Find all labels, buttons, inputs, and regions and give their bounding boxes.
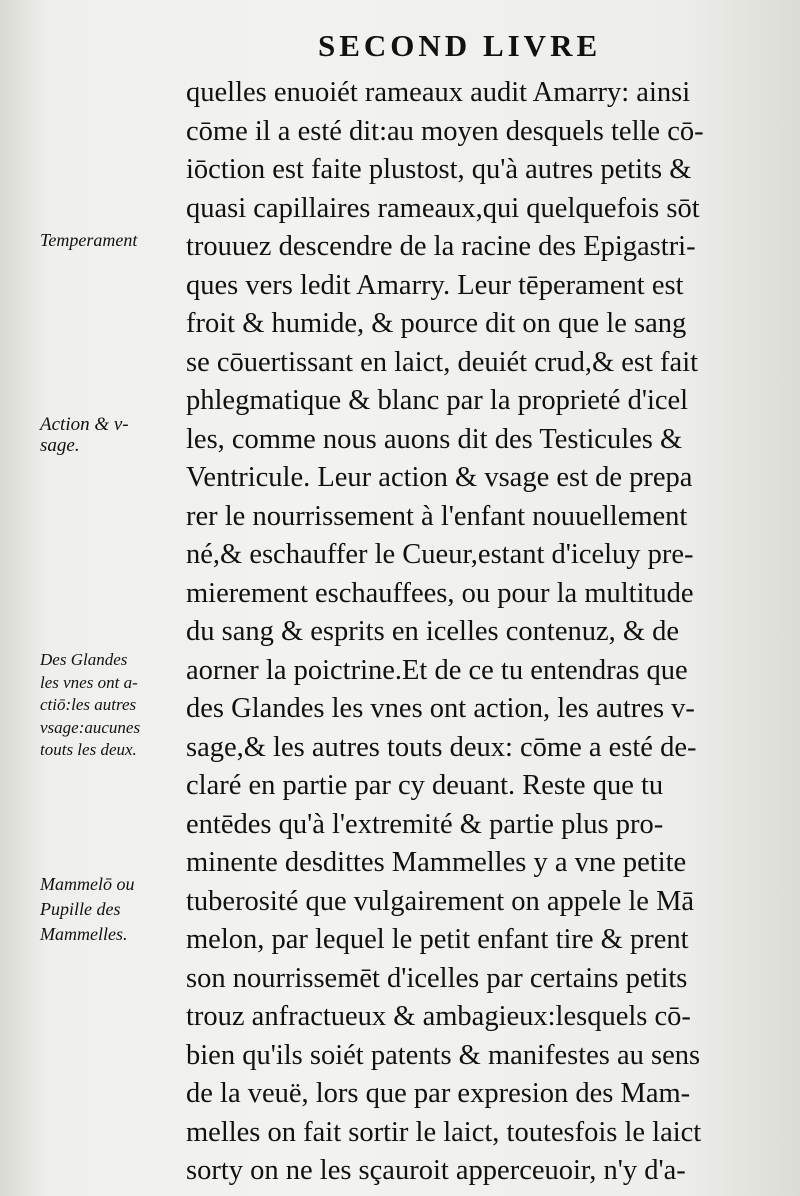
- text-line: mierement eschauffees, ou pour la multitude: [186, 577, 694, 609]
- text-line: des Glandes les vnes ont action, les autres v-: [186, 693, 695, 724]
- margin-note-line: Mammelles.: [40, 924, 128, 944]
- margin-note-line: Pupille des: [40, 899, 121, 919]
- text-line: cōme il a esté dit:au moyen desquels telle cō-: [186, 115, 704, 147]
- text-line: sage,& les autres touts deux: cōme a esté de-: [186, 731, 697, 763]
- text-line: melon, par lequel le petit enfant tire & prent: [186, 924, 689, 955]
- margin-note-line: les vnes ont a-: [40, 672, 138, 692]
- text-line: Ventricule. Leur action & vsage est de prepa: [186, 462, 693, 493]
- text-line: de la veuë, lors que par expresion des Mam-: [186, 1078, 691, 1109]
- text-line: entēdes qu'à l'extremité & partie plus pro-: [186, 808, 664, 840]
- text-line: les, comme nous auons dit des Testicules &: [186, 423, 683, 455]
- text-line: son nourrissemēt d'icelles par certains petits: [186, 962, 688, 994]
- margin-note-line: touts les deux.: [40, 740, 137, 759]
- text-line: rer le nourrissement à l'enfant nouuellement: [186, 500, 688, 532]
- text-line: claré en partie par cy deuant. Reste que tu: [186, 770, 664, 801]
- margin-note-action: [40, 414, 190, 456]
- text-line: sorty on ne les sçauroit apperceuoir, n'y d'a-: [186, 1155, 686, 1186]
- text-line: trouuez descendre de la racine des Epigastri-: [186, 231, 696, 262]
- margin-note-line: ctiō:les autres: [40, 695, 137, 714]
- text-line: bien qu'ils soiét patents & manifestes au sens: [186, 1039, 701, 1071]
- margin-note-line: Temperament: [40, 230, 138, 250]
- text-line: tuberosité que vulgairement on appele le Mā: [186, 885, 695, 917]
- text-line: quasi capillaires rameaux,qui quelquefois sōt: [186, 192, 700, 224]
- margin-note-line: Mammelō ou: [40, 874, 135, 894]
- text-line: minente desdittes Mammelles y a vne petite: [186, 847, 687, 878]
- text-line: né,& eschauffer le Cueur,estant d'iceluy pre-: [186, 539, 694, 570]
- margin-note-glandes: [40, 649, 190, 762]
- margin-note-line: vsage:aucunes: [40, 717, 141, 737]
- text-line: se cōuertissant en laict, deuiét crud,& est fait: [186, 346, 699, 378]
- margin-note-mammelon: [40, 872, 190, 947]
- body-text: [186, 74, 766, 1191]
- text-line: ques vers ledit Amarry. Leur tēperament est: [186, 269, 684, 301]
- margin-note-line: Action & v-: [40, 414, 129, 435]
- text-line: froit & humide, & pource dit on que le sang: [186, 308, 687, 339]
- margin-note-temperament: [40, 230, 190, 251]
- margin-note-line: Des Glandes: [40, 650, 128, 669]
- text-line: melles on fait sortir le laict, toutesfois le laict: [186, 1116, 702, 1148]
- running-head: SECOND LIVRE: [318, 28, 602, 63]
- text-line: trouz anfractueux & ambagieux:lesquels cō-: [186, 1001, 691, 1032]
- text-line: phlegmatique & blanc par la proprieté d'icel: [186, 385, 689, 416]
- text-line: quelles enuoiét rameaux audit Amarry: ainsi: [186, 77, 691, 108]
- margin-note-line: sage.: [40, 435, 80, 456]
- text-line: du sang & esprits en icelles contenuz, & de: [186, 616, 680, 647]
- text-line: iōction est faite plustost, qu'à autres petits &: [186, 154, 692, 185]
- text-line: aorner la poictrine.Et de ce tu entendras que: [186, 654, 688, 686]
